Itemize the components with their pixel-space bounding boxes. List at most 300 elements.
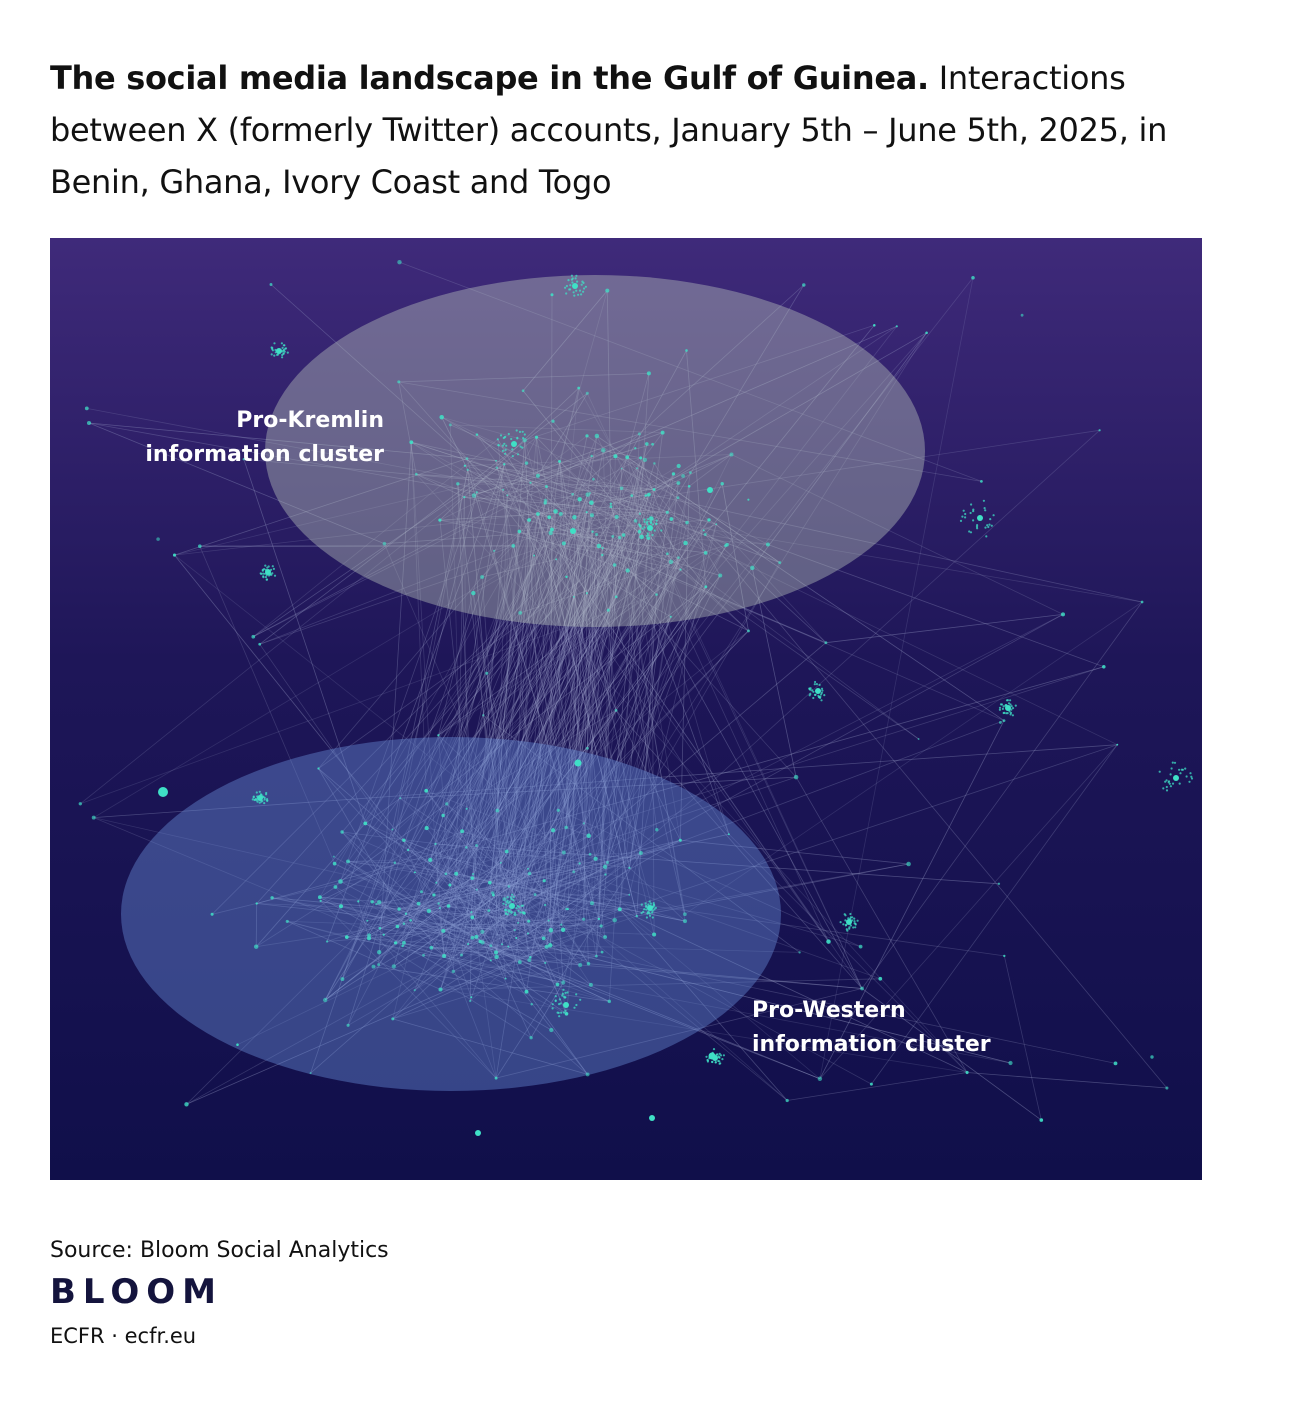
network-node (560, 923, 562, 925)
network-node (428, 858, 432, 862)
hub-leaf-node (646, 521, 648, 523)
network-node (1061, 612, 1065, 616)
network-node (333, 862, 337, 866)
network-node (802, 283, 805, 286)
network-node (608, 1000, 611, 1003)
network-node (778, 561, 781, 564)
network-node (645, 442, 649, 446)
network-node (530, 1003, 532, 1005)
network-node (397, 907, 400, 910)
network-node (562, 541, 566, 545)
network-node (470, 911, 472, 913)
network-node (1008, 1061, 1012, 1065)
network-node (429, 946, 433, 950)
hub-leaf-node (274, 575, 276, 577)
hub-node (257, 795, 263, 801)
hub-leaf-node (817, 695, 819, 697)
network-node (577, 387, 580, 390)
hub-node (511, 441, 517, 447)
network-node (548, 920, 550, 922)
network-node (615, 596, 618, 599)
hub-leaf-node (576, 281, 578, 283)
hub-leaf-node (577, 294, 579, 296)
hub-leaf-node (650, 521, 652, 523)
hub-leaf-node (273, 568, 275, 570)
hub-leaf-node (650, 903, 652, 905)
network-node (469, 1000, 471, 1002)
hub-leaf-node (652, 916, 654, 918)
network-node (470, 916, 474, 920)
hub-leaf-node (579, 999, 581, 1001)
hub-leaf-node (520, 446, 522, 448)
hub-leaf-node (1000, 703, 1002, 705)
hub-leaf-node (509, 901, 511, 903)
network-node (493, 550, 495, 552)
network-node (1021, 314, 1024, 317)
network-node (420, 890, 423, 893)
network-node (653, 488, 656, 491)
network-node (529, 956, 531, 958)
network-node (464, 465, 466, 467)
network-node (525, 990, 529, 994)
hub-leaf-node (569, 284, 571, 286)
hub-leaf-node (1009, 703, 1011, 705)
network-node (561, 980, 565, 984)
title-bold: The social media landscape in the Gulf of Guinea. (50, 59, 929, 97)
hub-leaf-node (565, 292, 567, 294)
network-node (612, 918, 617, 923)
network-node (460, 829, 464, 833)
network-node (425, 826, 429, 830)
hub-leaf-node (512, 455, 514, 457)
network-node (655, 828, 658, 831)
hub-leaf-node (963, 510, 965, 512)
network-node (236, 1043, 239, 1046)
hub-leaf-node (266, 579, 268, 581)
network-node (391, 1017, 394, 1020)
network-node (480, 575, 484, 579)
network-node (79, 802, 82, 805)
hub-leaf-node (638, 530, 640, 532)
network-node (383, 542, 387, 546)
network-node (485, 672, 488, 675)
hub-leaf-node (262, 575, 264, 577)
hub-leaf-node (984, 507, 986, 509)
network-node (392, 964, 396, 968)
hub-leaf-node (643, 908, 645, 910)
network-node (377, 900, 381, 904)
network-node (476, 889, 478, 891)
hub-leaf-node (516, 437, 518, 439)
network-node (514, 929, 516, 931)
hub-leaf-node (575, 275, 577, 277)
network-node (503, 463, 505, 465)
hub-leaf-node (649, 516, 651, 518)
hub-leaf-node (281, 342, 283, 344)
hub-leaf-node (1190, 776, 1192, 778)
hub-leaf-node (820, 699, 822, 701)
network-node (366, 920, 368, 922)
hub-leaf-node (643, 526, 645, 528)
network-node (1141, 601, 1144, 604)
network-node (605, 289, 609, 293)
hub-leaf-node (581, 284, 583, 286)
hub-leaf-node (1162, 787, 1164, 789)
network-node (1165, 1086, 1168, 1089)
network-node (402, 941, 406, 945)
network-node (592, 478, 595, 481)
network-node (333, 856, 335, 858)
network-node (672, 472, 675, 475)
network-node (340, 977, 344, 981)
hub-leaf-node (812, 697, 814, 699)
network-node (572, 515, 577, 520)
network-node (377, 950, 381, 954)
network-node (565, 1012, 569, 1016)
network-node (634, 447, 636, 449)
network-node (818, 1077, 823, 1082)
network-node (270, 896, 273, 899)
hub-leaf-node (515, 907, 517, 909)
hub-leaf-node (986, 524, 988, 526)
network-node (551, 293, 554, 296)
network-node (590, 901, 594, 905)
network-node (703, 529, 705, 531)
hub-leaf-node (718, 1057, 720, 1059)
network-node (595, 434, 599, 438)
network-node (471, 591, 475, 595)
network-node (432, 893, 435, 896)
network-node (600, 924, 603, 927)
hub-leaf-node (993, 514, 995, 516)
hub-leaf-node (647, 532, 649, 534)
network-node (417, 902, 421, 906)
hub-leaf-node (505, 904, 507, 906)
hub-leaf-node (522, 437, 524, 439)
hub-leaf-node (645, 906, 647, 908)
network-node (557, 809, 560, 812)
network-node (565, 908, 567, 910)
network-node (427, 909, 431, 913)
hub-leaf-node (1172, 762, 1174, 764)
network-node (318, 895, 322, 899)
network-node (603, 865, 607, 869)
network-node (382, 934, 384, 936)
hub-leaf-node (571, 275, 573, 277)
network-node (622, 533, 626, 537)
network-node (636, 915, 638, 917)
network-node (367, 936, 371, 940)
hub-leaf-node (571, 279, 573, 281)
network-node (515, 937, 517, 939)
network-node (536, 512, 540, 516)
hub-leaf-node (259, 791, 261, 793)
hub-leaf-node (282, 353, 284, 355)
hub-leaf-node (518, 906, 520, 908)
network-node (409, 440, 413, 444)
network-node (505, 850, 509, 854)
network-node (460, 953, 463, 956)
network-node (396, 925, 400, 929)
hub-leaf-node (265, 576, 267, 578)
hub-leaf-node (524, 433, 526, 435)
network-node (618, 907, 622, 911)
network-node (501, 943, 503, 945)
network-node (467, 943, 469, 945)
network-node (497, 438, 499, 440)
network-node (487, 909, 490, 912)
hub-leaf-node (1184, 768, 1186, 770)
hub-leaf-node (645, 902, 647, 904)
network-node (347, 1024, 350, 1027)
hub-leaf-node (566, 285, 568, 287)
network-node (1150, 1055, 1153, 1058)
network-node (562, 851, 566, 855)
hub-node (509, 903, 515, 909)
hub-leaf-node (573, 291, 575, 293)
network-node (507, 885, 510, 888)
network-node (906, 862, 911, 867)
hub-leaf-node (660, 529, 662, 531)
hub-leaf-node (262, 573, 264, 575)
network-node (971, 276, 975, 280)
hub-leaf-node (853, 918, 855, 920)
network-node (607, 609, 610, 612)
hub-leaf-node (812, 691, 814, 693)
hub-leaf-node (575, 993, 577, 995)
network-node (896, 325, 898, 327)
hub-leaf-node (1170, 785, 1172, 787)
network-node (527, 920, 530, 923)
network-node (399, 797, 401, 799)
network-node (542, 937, 546, 941)
network-node (634, 519, 638, 523)
network-node (405, 913, 407, 915)
hub-leaf-node (854, 926, 856, 928)
network-node (379, 927, 382, 930)
network-node (545, 945, 549, 949)
hub-leaf-node (1168, 781, 1170, 783)
hub-leaf-node (575, 277, 577, 279)
hub-leaf-node (646, 916, 648, 918)
network-node (454, 872, 458, 876)
hub-leaf-node (511, 894, 513, 896)
hub-leaf-node (564, 1010, 566, 1012)
network-node (681, 474, 685, 478)
network-node (669, 560, 673, 564)
network-node (370, 900, 373, 903)
source-note: Source: Bloom Social Analytics (50, 1238, 389, 1263)
network-node (647, 493, 651, 497)
hub-leaf-node (256, 791, 258, 793)
network-node (707, 518, 710, 521)
network-node (449, 423, 452, 426)
hub-leaf-node (717, 1060, 719, 1062)
hub-leaf-node (583, 287, 585, 289)
bloom-logo: BLOOM (50, 1272, 224, 1312)
network-node (925, 331, 928, 334)
network-node (593, 857, 597, 861)
hub-leaf-node (516, 429, 518, 431)
hub-leaf-node (552, 1003, 554, 1005)
network-node (346, 859, 350, 863)
hub-leaf-node (842, 923, 844, 925)
network-node (474, 935, 478, 939)
network-node (559, 512, 563, 516)
network-node (397, 380, 400, 383)
hub-leaf-node (266, 800, 268, 802)
hub-leaf-node (580, 293, 582, 295)
hub-leaf-node (502, 445, 504, 447)
network-node (586, 592, 588, 594)
hub-leaf-node (502, 903, 504, 905)
hub-leaf-node (558, 1015, 560, 1017)
network-node (666, 511, 669, 514)
network-node (391, 828, 393, 830)
hub-leaf-node (651, 912, 653, 914)
network-node (643, 458, 647, 462)
network-node (326, 940, 328, 942)
hub-leaf-node (507, 913, 509, 915)
hub-leaf-node (723, 1054, 725, 1056)
network-node (476, 433, 479, 436)
hub-leaf-node (646, 537, 648, 539)
hub-leaf-node (520, 911, 522, 913)
hub-leaf-node (1179, 783, 1181, 785)
hub-leaf-node (517, 453, 519, 455)
hub-leaf-node (509, 909, 511, 911)
hub-leaf-node (562, 993, 564, 995)
network-node (357, 900, 359, 902)
hub-leaf-node (260, 573, 262, 575)
network-node (472, 873, 474, 875)
network-node (601, 554, 603, 556)
network-node (606, 861, 609, 864)
network-node (647, 371, 651, 375)
network-node (505, 978, 507, 980)
network-node (585, 434, 588, 437)
hub-leaf-node (582, 291, 584, 293)
network-node (750, 566, 754, 570)
network-node (639, 535, 644, 540)
network-node (679, 839, 682, 842)
hub-leaf-node (571, 281, 573, 283)
hub-leaf-node (270, 574, 272, 576)
network-node (548, 531, 552, 535)
network-node (492, 894, 495, 897)
network-node (445, 802, 448, 805)
network-node (173, 554, 176, 557)
network-node (683, 912, 687, 916)
network-node (628, 867, 630, 869)
hub-leaf-node (1174, 762, 1176, 764)
hub-leaf-node (1170, 773, 1172, 775)
network-node (397, 260, 401, 264)
hub-leaf-node (851, 916, 853, 918)
network-node (677, 556, 680, 559)
network-node (625, 455, 629, 459)
network-node (394, 861, 397, 864)
network-node (786, 1099, 789, 1102)
network-node (999, 721, 1002, 724)
network-node (317, 767, 319, 769)
network-node (87, 421, 91, 425)
hub-leaf-node (560, 1012, 562, 1014)
hub-leaf-node (1181, 769, 1183, 771)
hub-leaf-node (821, 690, 823, 692)
network-node (553, 509, 558, 514)
hub-leaf-node (961, 516, 963, 518)
network-node (320, 900, 322, 902)
hub-leaf-node (555, 999, 557, 1001)
hub-leaf-node (707, 1059, 709, 1061)
hub-leaf-node (848, 926, 850, 928)
hub-leaf-node (512, 899, 514, 901)
network-node (598, 918, 600, 920)
hub-leaf-node (573, 1007, 575, 1009)
network-node (251, 635, 255, 639)
hub-leaf-node (504, 453, 506, 455)
hub-leaf-node (283, 344, 285, 346)
network-node (394, 941, 397, 944)
network-node (402, 838, 405, 841)
kremlin-cluster-label (145, 404, 384, 472)
network-node (564, 826, 567, 829)
hub-leaf-node (819, 684, 821, 686)
hub-leaf-node (1012, 707, 1014, 709)
network-node (527, 932, 529, 934)
hub-leaf-node (502, 450, 504, 452)
hub-leaf-node (984, 527, 986, 529)
network-node (518, 960, 522, 964)
network-node (611, 535, 614, 538)
hub-leaf-node (272, 349, 274, 351)
hub-leaf-node (641, 912, 643, 914)
hub-leaf-node (252, 798, 254, 800)
kremlin-label-line1: Pro-Kremlin (236, 408, 384, 433)
network-node (340, 830, 343, 833)
hub-leaf-node (555, 995, 557, 997)
network-node (558, 460, 561, 463)
network-node (480, 930, 484, 934)
network-node (472, 493, 476, 497)
hub-leaf-node (1166, 789, 1168, 791)
network-node (589, 853, 592, 856)
network-node (603, 935, 607, 939)
hub-leaf-node (579, 290, 581, 292)
network-node (676, 481, 680, 485)
hub-leaf-node (505, 449, 507, 451)
network-node (415, 473, 418, 476)
network-node (375, 903, 377, 905)
highlighted-node (158, 787, 168, 797)
network-node (689, 471, 692, 474)
network-node (409, 919, 412, 922)
network-node (441, 814, 444, 817)
network-node (439, 907, 441, 909)
hub-leaf-node (564, 992, 566, 994)
hub-leaf-node (814, 683, 816, 685)
network-node (407, 849, 409, 851)
network-node (488, 881, 492, 885)
network-node (403, 922, 406, 925)
network-node (502, 489, 504, 491)
hub-leaf-node (639, 524, 641, 526)
network-node (604, 873, 606, 875)
network-node (92, 816, 96, 820)
network-node (339, 904, 343, 908)
network-node (639, 513, 641, 515)
